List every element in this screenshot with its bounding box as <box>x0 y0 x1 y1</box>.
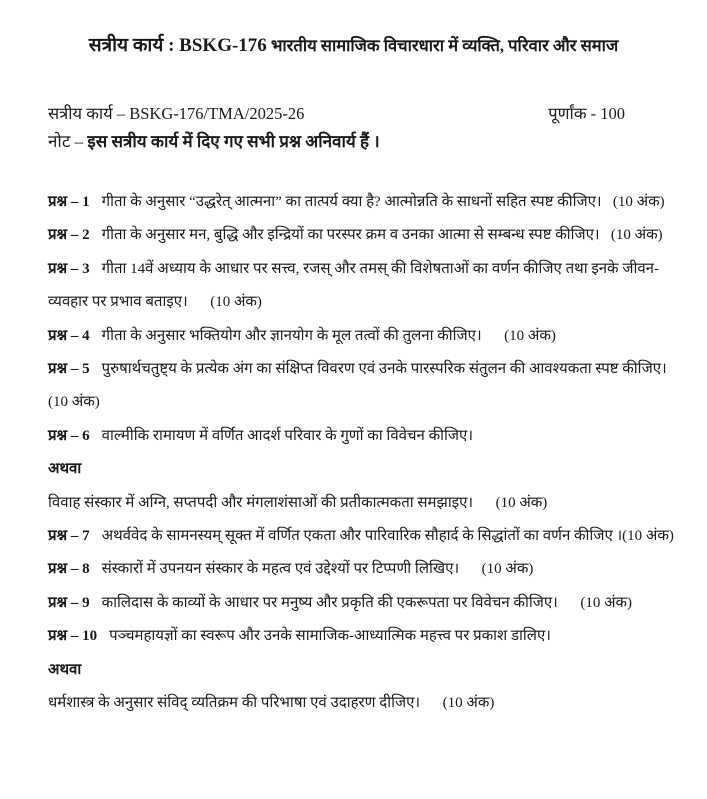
question-text: पञ्चमहायज्ञों का स्वरूप और उनके सामाजिक-आध्यात्मिक महत्त्व पर प्रकाश डालिए। <box>109 628 551 645</box>
document-line <box>48 453 659 486</box>
question-text: अथर्ववेद के सामनस्यम् सूक्त में वर्णित एकता और पारिवारिक सौहार्द के सिद्धांतों का वर्णन कीजिए ।(10 अंक) <box>101 528 674 545</box>
question-text: गीता के अनुसार मन, बुद्धि और इन्द्रियों का परस्पर क्रम व उनका आत्मा से सम्बन्ध स्पष्ट कीजिए। (10 अंक) <box>101 227 663 244</box>
question-label: प्रश्न – 9 <box>48 594 90 611</box>
question-text: गीता के अनुसार “उद्धरेत् आत्मना” का तात्पर्य क्या है? आत्मोन्नति के साधनों सहित स्पष्ट कीजिए। (10 अंक) <box>101 194 665 210</box>
document-line <box>48 687 659 720</box>
question-label: प्रश्न – 10 <box>48 628 98 645</box>
question-text: संस्कारों में उपनयन संस्कार के महत्व एवं उद्देश्यों पर टिप्पणी लिखिए। (10 अंक) <box>101 561 534 578</box>
document-line <box>48 186 665 219</box>
question-label: प्रश्न – 5 <box>48 361 90 378</box>
question-label: अथवा <box>48 661 82 678</box>
question-text: (10 अंक) <box>48 394 100 411</box>
question-label: अथवा <box>48 461 82 478</box>
document-line <box>48 353 667 386</box>
question-text: पुरुषार्थचतुष्ट्य के प्रत्येक अंग का संक्षिप्त विवरण एवं उनके पारस्परिक संतुलन की आवश्यकता स्पष्ट कीजिए। <box>101 361 667 378</box>
question-text: वाल्मीकि रामायण में वर्णित आदर्श परिवार के गुणों का विवेचन कीजिए। <box>101 427 473 444</box>
note-text: इस सत्रीय कार्य में दिए गए सभी प्रश्न अनिवार्य हैं । <box>87 132 380 151</box>
document-line <box>48 520 674 553</box>
document-line <box>48 620 659 653</box>
document-line <box>48 420 659 453</box>
question-text: धर्मशास्त्र के अनुसार संविद् व्यतिक्रम की परिभाषा एवं उदाहरण दीजिए। (10 अंक) <box>48 695 495 712</box>
document-line <box>48 286 659 319</box>
question-label: प्रश्न – 1 <box>48 194 90 210</box>
course-info-row <box>48 100 659 128</box>
document-line <box>48 487 659 520</box>
course-code: सत्रीय कार्य – BSKG-176/TMA/2025-26 <box>48 104 305 123</box>
document-line <box>48 219 663 252</box>
document-line <box>48 386 659 419</box>
question-text: विवाह संस्कार में अग्नि, सप्तपदी और मंगलाशंसाओं की प्रतीकात्मकता समझाइए। (10 अंक) <box>48 494 548 511</box>
question-label: प्रश्न – 3 <box>48 260 90 277</box>
document-line <box>48 654 659 687</box>
questions-list <box>48 186 674 721</box>
page-title-name: भारतीय सामाजिक विचारधारा में व्यक्ति, परिवार और समाज <box>270 36 619 55</box>
question-label: प्रश्न – 6 <box>48 427 90 444</box>
question-label: प्रश्न – 7 <box>48 528 90 545</box>
document-line <box>48 553 659 586</box>
note-prefix: नोट – <box>48 132 84 151</box>
question-text: गीता 14वें अध्याय के आधार पर सत्त्व, रजस् और तमस् की विशेषताओं का वर्णन कीजिए तथा इनके जीवन- <box>101 260 659 277</box>
question-text: गीता के अनुसार भक्तियोग और ज्ञानयोग के मूल तत्वों की तुलना कीजिए। (10 अंक) <box>101 327 556 344</box>
max-marks: पूर्णांक - 100 <box>548 104 625 123</box>
question-label: प्रश्न – 8 <box>48 561 90 578</box>
document-line <box>48 253 659 286</box>
question-label: प्रश्न – 2 <box>48 227 90 244</box>
question-label: प्रश्न – 4 <box>48 327 90 344</box>
question-text: कालिदास के काव्यों के आधार पर मनुष्य और प्रकृति की एकरूपता पर विवेचन कीजिए। (10 अंक) <box>101 594 633 611</box>
document-line <box>48 320 659 353</box>
question-text: व्यवहार पर प्रभाव बताइए। (10 अंक) <box>48 294 262 311</box>
page-title-course: सत्रीय कार्य : BSKG-176 <box>88 35 267 56</box>
page-title <box>48 33 659 60</box>
document-line <box>48 587 659 620</box>
note-line <box>48 128 659 156</box>
